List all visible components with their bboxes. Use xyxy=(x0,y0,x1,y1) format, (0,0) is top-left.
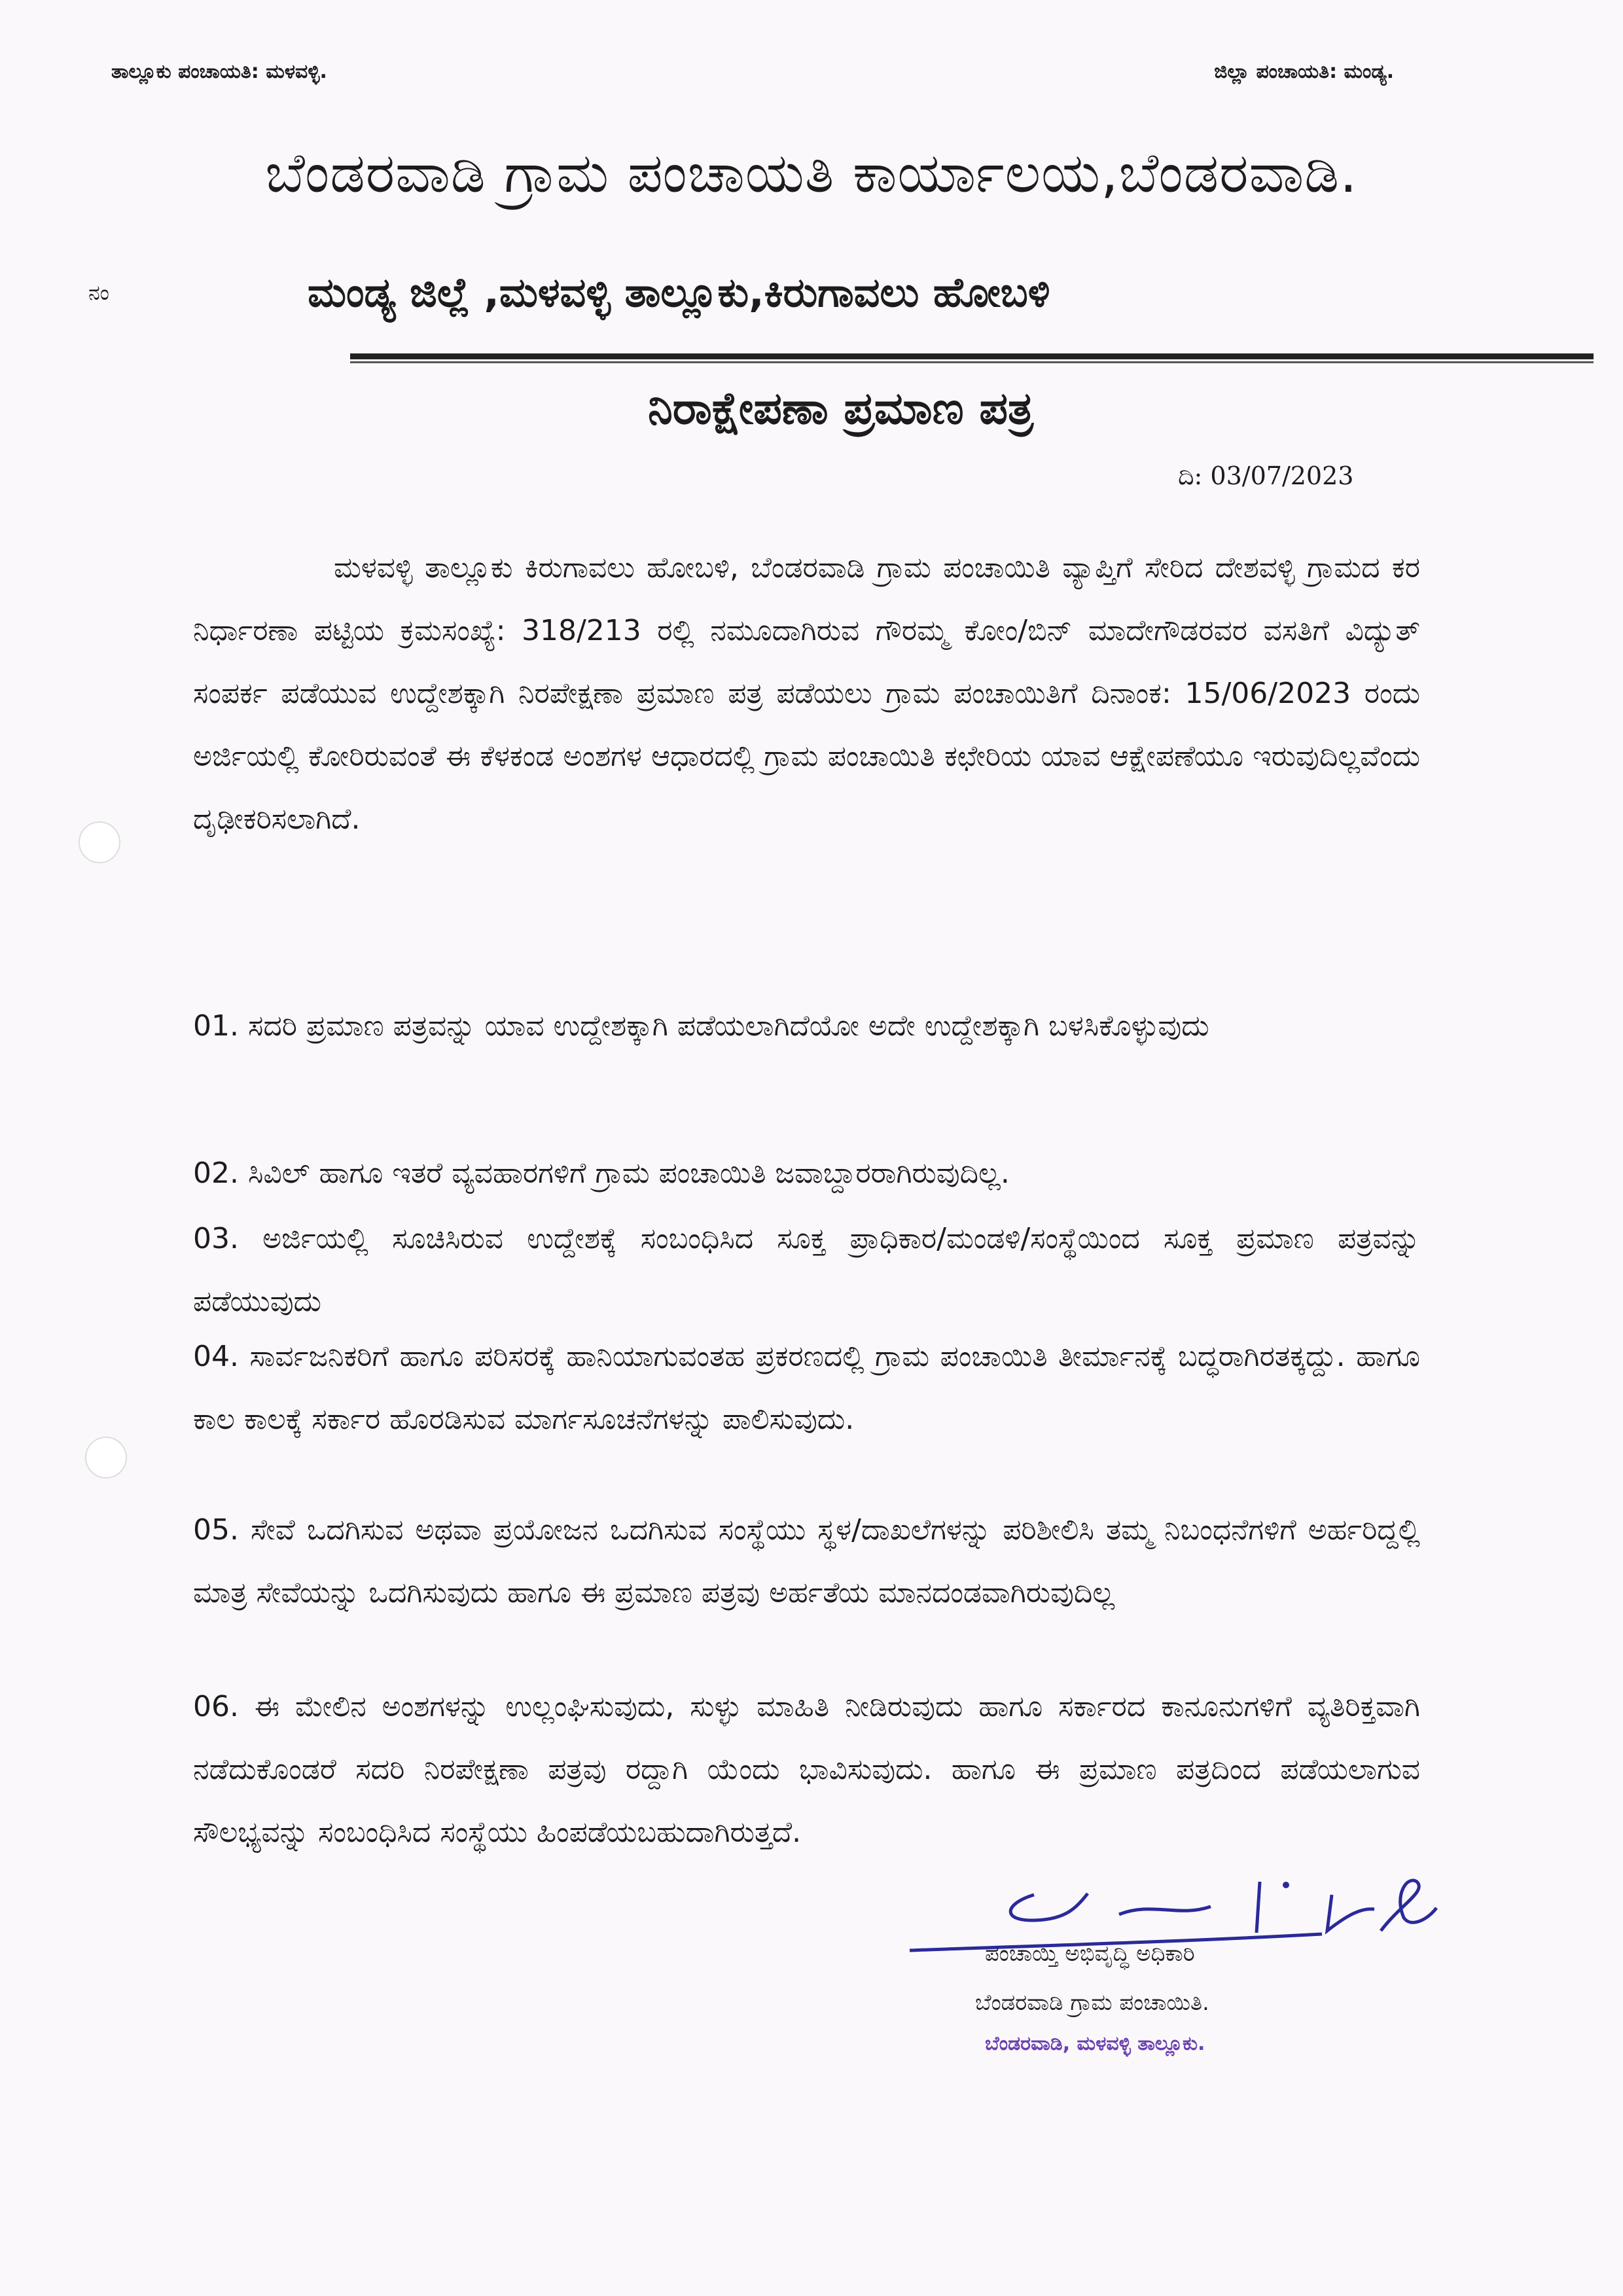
reference-number-label: ನಂ xyxy=(88,280,109,305)
punch-hole xyxy=(79,821,120,863)
office-title: ಬೆಂಡರವಾಡಿ ಗ್ರಾಮ ಪಂಚಾಯತಿ ಕಾರ್ಯಾಲಯ,ಬೆಂಡರವಾಡಿ. xyxy=(265,141,1358,205)
certificate-date: ದಿ: 03/07/2023 xyxy=(1178,461,1354,490)
condition-item-2: 02. ಸಿವಿಲ್ ಹಾಗೂ ಇತರೆ ವ್ಯವಹಾರಗಳಿಗೆ ಗ್ರಾಮ ಪಂಚಾಯಿತಿ ಜವಾಬ್ದಾರರಾಗಿರುವುದಿಲ್ಲ. xyxy=(193,1157,1010,1190)
signatory-office: ಬೆಂಡರವಾಡಿ ಗ್ರಾಮ ಪಂಚಾಯಿತಿ. xyxy=(975,1990,1209,2016)
certificate-title: ನಿರಾಕ್ಷೇಪಣಾ ಪ್ರಮಾಣ ಪತ್ರ xyxy=(648,383,1033,435)
condition-item-3: 03. ಅರ್ಜಿಯಲ್ಲಿ ಸೂಚಿಸಿರುವ ಉದ್ದೇಶಕ್ಕೆ ಸಂಬಂಧಿಸಿದ ಸೂಕ್ತ ಪ್ರಾಧಿಕಾರ/ಮಂಡಳಿ/ಸಂಸ್ಥೆಯಿಂದ ಸೂಕ್ತ ಪ್ರಮಾಣ ಪತ್ರವನ್ನು ಪಡೆಯುವುದು xyxy=(193,1222,1420,1318)
signatory-designation: ಪಂಚಾಯ್ತಿ ಅಭಿವೃದ್ಧಿ ಅಧಿಕಾರಿ xyxy=(985,1941,1195,1967)
intro-paragraph: ಮಳವಳ್ಳಿ ತಾಲ್ಲೂಕು ಕಿರುಗಾವಲು ಹೋಬಳಿ, ಬೆಂಡರವಾಡಿ ಗ್ರಾಮ ಪಂಚಾಯಿತಿ ವ್ಯಾಪ್ತಿಗೆ ಸೇರಿದ ದೇಶವಳ್ಳಿ ಗ್ರಾಮದ ಕರ ನಿರ್ಧಾರಣಾ ಪಟ್ಟಿಯ ಕ್ರಮಸಂಖ್ಯೆ: 318/213 ರಲ್ಲಿ ನಮೂದಾಗಿರುವ ಗೌರಮ್ಮ ಕೋಂ/ಬಿನ್ ಮಾದೇಗೌಡರವರ ವಸತಿಗೆ ವಿದ್ಯುತ್ ಸಂಪರ್ಕ ಪಡೆಯುವ ಉದ್ದೇಶಕ್ಕಾಗಿ ನಿರಪೇಕ್ಷಣಾ ಪ್ರಮಾಣ ಪತ್ರ ಪಡೆಯಲು ಗ್ರಾಮ ಪಂಚಾಯಿತಿಗೆ ದಿನಾಂಕ: 15/06/2023 ರಂದು ಅರ್ಜಿಯಲ್ಲಿ ಕೋರಿರುವಂತೆ ಈ ಕೆಳಕಂಡ ಅಂಶಗಳ ಆಧಾರದಲ್ಲಿ ಗ್ರಾಮ ಪಂಚಾಯಿತಿ ಕಛೇರಿಯ ಯಾವ ಆಕ್ಷೇಪಣೆಯೂ ಇರುವುದಿಲ್ಲವೆಂದು ದೃಢೀಕರಿಸಲಾಗಿದೆ. xyxy=(193,551,1420,836)
condition-item-5: 05. ಸೇವೆ ಒದಗಿಸುವ ಅಥವಾ ಪ್ರಯೋಜನ ಒದಗಿಸುವ ಸಂಸ್ಥೆಯು ಸ್ಥಳ/ದಾಖಲೆಗಳನ್ನು ಪರಿಶೀಲಿಸಿ ತಮ್ಮ ನಿಬಂಧನೆಗಳಿಗೆ ಅರ್ಹರಿದ್ದಲ್ಲಿ ಮಾತ್ರ ಸೇವೆಯನ್ನು ಒದಗಿಸುವುದು ಹಾಗೂ ಈ ಪ್ರಮಾಣ ಪತ್ರವು ಅರ್ಹತೆಯ ಮಾನದಂಡವಾಗಿರುವುದಿಲ್ಲ xyxy=(193,1513,1420,1609)
zilla-panchayat-label: ಜಿಲ್ಲಾ ಪಂಚಾಯತಿ: ಮಂಡ್ಯ. xyxy=(1214,60,1394,83)
office-address: ಮಂಡ್ಯ ಜಿಲ್ಲೆ ,ಮಳವಳ್ಳಿ ತಾಲ್ಲೂಕು,ಕಿರುಗಾವಲು ಹೋಬಳಿ xyxy=(308,268,1050,316)
condition-item-6: 06. ಈ ಮೇಲಿನ ಅಂಶಗಳನ್ನು ಉಲ್ಲಂಘಿಸುವುದು, ಸುಳ್ಳು ಮಾಹಿತಿ ನೀಡಿರುವುದು ಹಾಗೂ ಸರ್ಕಾರದ ಕಾನೂನುಗಳಿಗೆ ವ್ಯತಿರಿಕ್ತವಾಗಿ ನಡೆದುಕೊಂಡರೆ ಸದರಿ ನಿರಪೇಕ್ಷಣಾ ಪತ್ರವು ರದ್ದಾಗಿ ಯೆಂದು ಭಾವಿಸುವುದು. ಹಾಗೂ ಈ ಪ್ರಮಾಣ ಪತ್ರದಿಂದ ಪಡೆಯಲಾಗುವ ಸೌಲಭ್ಯವನ್ನು ಸಂಬಂಧಿಸಿದ ಸಂಸ್ಥೆಯು ಹಿಂಪಡೆಯಬಹುದಾಗಿರುತ್ತದೆ. xyxy=(193,1690,1420,1849)
condition-item-4: 04. ಸಾರ್ವಜನಿಕರಿಗೆ ಹಾಗೂ ಪರಿಸರಕ್ಕೆ ಹಾನಿಯಾಗುವಂತಹ ಪ್ರಕರಣದಲ್ಲಿ ಗ್ರಾಮ ಪಂಚಾಯಿತಿ ತೀರ್ಮಾನಕ್ಕೆ ಬದ್ಧರಾಗಿರತಕ್ಕದ್ದು. ಹಾಗೂ ಕಾಲ ಕಾಲಕ್ಕೆ ಸರ್ಕಾರ ಹೊರಡಿಸುವ ಮಾರ್ಗಸೂಚನೆಗಳನ್ನು ಪಾಲಿಸುವುದು. xyxy=(193,1340,1420,1436)
taluk-panchayat-label: ತಾಲ್ಲೂಕು ಪಂಚಾಯತಿ: ಮಳವಳ್ಳಿ. xyxy=(111,60,327,83)
punch-hole xyxy=(85,1437,127,1479)
header-divider-thin xyxy=(350,361,1594,363)
office-stamp: ಬೆಂಡರವಾಡಿ, ಮಳವಳ್ಳಿ ತಾಲ್ಲೂಕು. xyxy=(985,2032,1205,2055)
header-divider xyxy=(350,353,1594,359)
condition-item-1: 01. ಸದರಿ ಪ್ರಮಾಣ ಪತ್ರವನ್ನು ಯಾವ ಉದ್ದೇಶಕ್ಕಾಗಿ ಪಡೆಯಲಾಗಿದೆಯೋ ಅದೇ ಉದ್ದೇಶಕ್ಕಾಗಿ ಬಳಸಿಕೊಳ್ಳುವುದು xyxy=(193,1009,1209,1043)
